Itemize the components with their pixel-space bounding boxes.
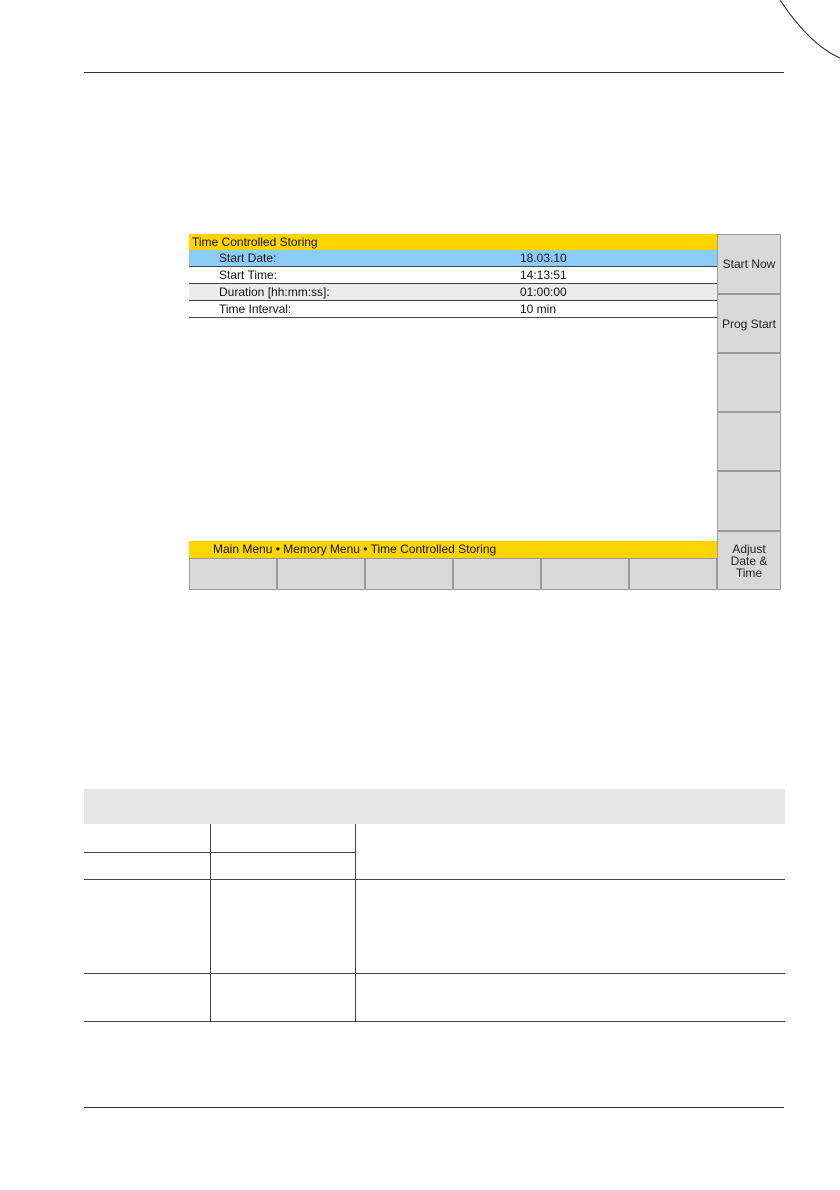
table-cell xyxy=(84,973,210,1021)
table-cell xyxy=(210,879,355,973)
table-cell xyxy=(84,852,210,879)
page-cut-mark xyxy=(0,0,840,60)
table-cell xyxy=(355,879,785,973)
device-screen xyxy=(189,234,781,590)
table-cell xyxy=(210,973,355,1021)
screen-title: Time Controlled Storing xyxy=(189,234,717,250)
softkey-bottom-5[interactable] xyxy=(541,558,629,590)
row-value: 01:00:00 xyxy=(520,285,567,299)
table-row xyxy=(84,824,785,852)
softkey-side-4[interactable] xyxy=(717,412,781,471)
table-header-cell xyxy=(210,789,355,824)
bottom-softkeys xyxy=(189,558,717,590)
table-cell xyxy=(355,973,785,1021)
softkey-bottom-4[interactable] xyxy=(453,558,541,590)
row-start-date[interactable] xyxy=(189,250,717,267)
row-duration[interactable] xyxy=(189,284,717,301)
button-label: Start Now xyxy=(722,257,776,271)
softkey-bottom-2[interactable] xyxy=(277,558,365,590)
row-value: 18.03.10 xyxy=(520,251,567,265)
row-label: Start Time: xyxy=(219,268,278,282)
table-row xyxy=(84,879,785,973)
table-cell xyxy=(210,852,355,879)
row-label: Duration [hh:mm:ss]: xyxy=(219,285,330,299)
start-now-button[interactable] xyxy=(717,234,781,294)
prog-start-button[interactable] xyxy=(717,294,781,353)
footer-rule xyxy=(84,1107,784,1108)
softkey-bottom-3[interactable] xyxy=(365,558,453,590)
side-softkeys xyxy=(717,234,781,590)
softkey-bottom-1[interactable] xyxy=(189,558,277,590)
table-header xyxy=(84,789,785,824)
menu-breadcrumb: Main Menu • Memory Menu • Time Controlled Storing xyxy=(189,541,717,558)
header-rule xyxy=(84,72,784,73)
row-start-time[interactable] xyxy=(189,267,717,284)
table-cell xyxy=(84,879,210,973)
softkey-side-3[interactable] xyxy=(717,353,781,412)
button-label: Adjust Date & Time xyxy=(730,541,768,580)
row-label: Start Date: xyxy=(219,251,277,265)
table-header-cell xyxy=(84,789,210,824)
table-row xyxy=(84,973,785,1021)
table-cell xyxy=(84,824,210,852)
softkey-table xyxy=(84,789,785,1022)
settings-list xyxy=(189,250,717,318)
row-label: Time Interval: xyxy=(219,302,292,316)
adjust-date-time-button[interactable] xyxy=(717,531,781,590)
softkey-bottom-6[interactable] xyxy=(629,558,717,590)
row-time-interval[interactable] xyxy=(189,301,717,318)
table-cell xyxy=(210,824,355,852)
row-value: 14:13:51 xyxy=(520,268,567,282)
table-cell xyxy=(355,824,785,879)
table-header-cell xyxy=(355,789,785,824)
softkey-side-5[interactable] xyxy=(717,471,781,531)
button-label: Prog Start xyxy=(721,316,777,331)
row-value: 10 min xyxy=(520,302,557,316)
